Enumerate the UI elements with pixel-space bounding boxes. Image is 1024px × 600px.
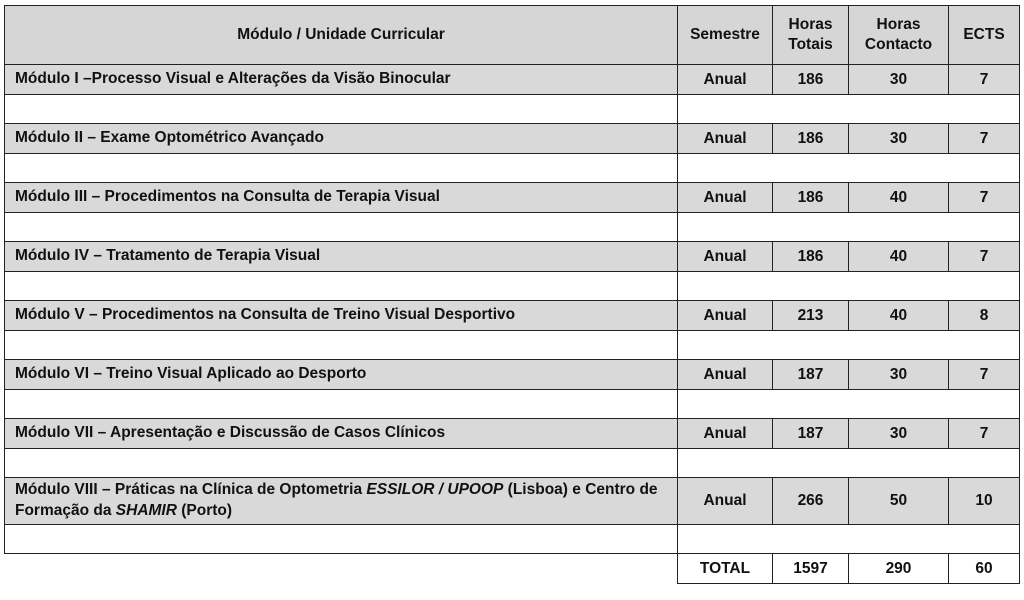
total-row xyxy=(5,554,1020,584)
header-total-hours-line1: Horas xyxy=(788,15,833,33)
table-header-row xyxy=(5,6,1020,65)
module-name: Módulo VI – Treino Visual Aplicado ao Desporto xyxy=(5,360,678,390)
module-total-hours: 266 xyxy=(773,478,849,525)
module-contact-hours: 30 xyxy=(849,124,949,154)
module-semester: Anual xyxy=(678,65,773,95)
module-total-hours: 186 xyxy=(773,65,849,95)
spacer-row xyxy=(5,525,1020,554)
ects-sum: 60 xyxy=(949,554,1020,584)
header-contact-hours xyxy=(849,6,949,65)
module-name: Módulo IV – Tratamento de Terapia Visual xyxy=(5,242,678,272)
module-name: Módulo VII – Apresentação e Discussão de Casos Clínicos xyxy=(5,419,678,449)
module-name-part: (Porto) xyxy=(176,502,233,519)
spacer-row xyxy=(5,95,1020,124)
module-contact-hours: 40 xyxy=(849,183,949,213)
module-name: Módulo V – Procedimentos na Consulta de Treino Visual Desportivo xyxy=(5,301,678,331)
module-ects: 10 xyxy=(949,478,1020,525)
module-semester: Anual xyxy=(678,183,773,213)
table-row xyxy=(5,419,1020,449)
module-ects: 7 xyxy=(949,242,1020,272)
table-row xyxy=(5,478,1020,525)
module-name-italic: ESSILOR / UPOOP xyxy=(366,481,504,499)
module-total-hours: 186 xyxy=(773,124,849,154)
table-row xyxy=(5,183,1020,213)
spacer-row xyxy=(5,272,1020,301)
module-ects: 8 xyxy=(949,301,1020,331)
module-name: Módulo III – Procedimentos na Consulta de Terapia Visual xyxy=(5,183,678,213)
table-row xyxy=(5,301,1020,331)
module-contact-hours: 30 xyxy=(849,419,949,449)
spacer-row xyxy=(5,449,1020,478)
header-contact-hours-line2: Contacto xyxy=(864,36,933,53)
module-ects: 7 xyxy=(949,183,1020,213)
table-row xyxy=(5,65,1020,95)
total-hours-sum: 1597 xyxy=(773,554,849,584)
module-name xyxy=(5,478,678,525)
module-name: Módulo I –Processo Visual e Alterações da Visão Binocular xyxy=(5,65,678,95)
module-semester: Anual xyxy=(678,124,773,154)
header-semester: Semestre xyxy=(678,6,773,65)
contact-hours-sum: 290 xyxy=(849,554,949,584)
module-semester: Anual xyxy=(678,301,773,331)
module-total-hours: 213 xyxy=(773,301,849,331)
table-row xyxy=(5,360,1020,390)
module-ects: 7 xyxy=(949,360,1020,390)
module-semester: Anual xyxy=(678,419,773,449)
curriculum-table xyxy=(4,5,1020,584)
module-total-hours: 187 xyxy=(773,360,849,390)
module-contact-hours: 40 xyxy=(849,242,949,272)
module-contact-hours: 40 xyxy=(849,301,949,331)
module-name-italic: SHAMIR xyxy=(115,502,177,519)
spacer-row xyxy=(5,213,1020,242)
spacer-row xyxy=(5,390,1020,419)
module-total-hours: 187 xyxy=(773,419,849,449)
module-semester: Anual xyxy=(678,360,773,390)
module-contact-hours: 30 xyxy=(849,360,949,390)
table-row xyxy=(5,124,1020,154)
module-name-part: (Lisboa) e Centro de Formação da xyxy=(15,481,658,519)
module-semester: Anual xyxy=(678,478,773,525)
spacer-row xyxy=(5,331,1020,360)
header-total-hours xyxy=(773,6,849,65)
module-name-part: Módulo VIII – Práticas na Clínica de Optometria xyxy=(15,481,367,499)
module-contact-hours: 50 xyxy=(849,478,949,525)
total-label: TOTAL xyxy=(678,554,773,584)
module-ects: 7 xyxy=(949,419,1020,449)
table-row xyxy=(5,242,1020,272)
header-total-hours-line2: Totais xyxy=(788,36,833,53)
header-contact-hours-line1: Horas xyxy=(876,15,921,33)
module-ects: 7 xyxy=(949,65,1020,95)
module-contact-hours: 30 xyxy=(849,65,949,95)
header-ects: ECTS xyxy=(949,6,1020,65)
module-ects: 7 xyxy=(949,124,1020,154)
module-total-hours: 186 xyxy=(773,242,849,272)
module-total-hours: 186 xyxy=(773,183,849,213)
header-module: Módulo / Unidade Curricular xyxy=(5,6,678,65)
module-semester: Anual xyxy=(678,242,773,272)
spacer-row xyxy=(5,154,1020,183)
module-name: Módulo II – Exame Optométrico Avançado xyxy=(5,124,678,154)
